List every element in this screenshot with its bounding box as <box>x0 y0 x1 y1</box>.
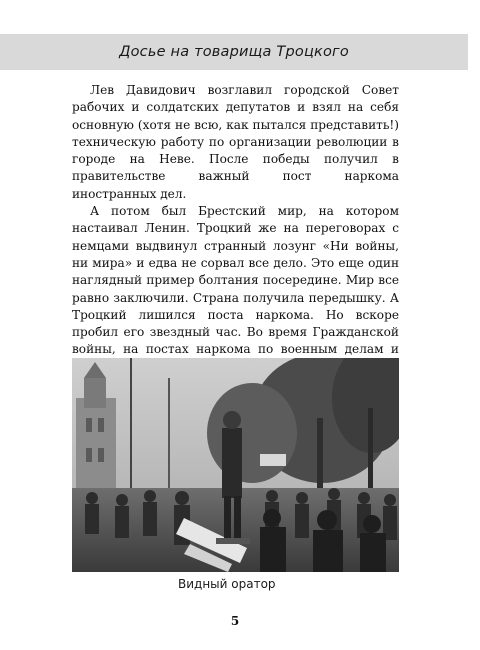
paragraph-1: Лев Давидович возглавил городской Совет рабочих и солдатских депутатов и взял на себя основную (хотя не всю, как пытался представить!) техническую работу по организации революции в городе на Неве. После победы получил в правительстве важный пост наркома иностранных дел. <box>72 83 399 201</box>
page-number: 5 <box>230 614 240 628</box>
historical-photo <box>72 358 399 572</box>
photo-illustration <box>72 358 399 572</box>
running-header-title: Досье на товарища Троцкого <box>119 44 349 60</box>
photo-caption: Видный оратор <box>178 577 276 591</box>
paragraph-2: А потом был Брестский мир, на котором настаивал Ленин. Троцкий же на переговорах с немцами выдвинул странный лозунг «Ни войны, ни мира» и едва не сорвал все дело. Это еще один наглядный пример болтания посередине. Мир все равно заключили. Страна получила передышку. А Троцкий лишился поста наркома. Но вскоре пробил его звездный час. Во время Гражданской войны, на постах наркома по военным делам и <box>72 204 399 357</box>
